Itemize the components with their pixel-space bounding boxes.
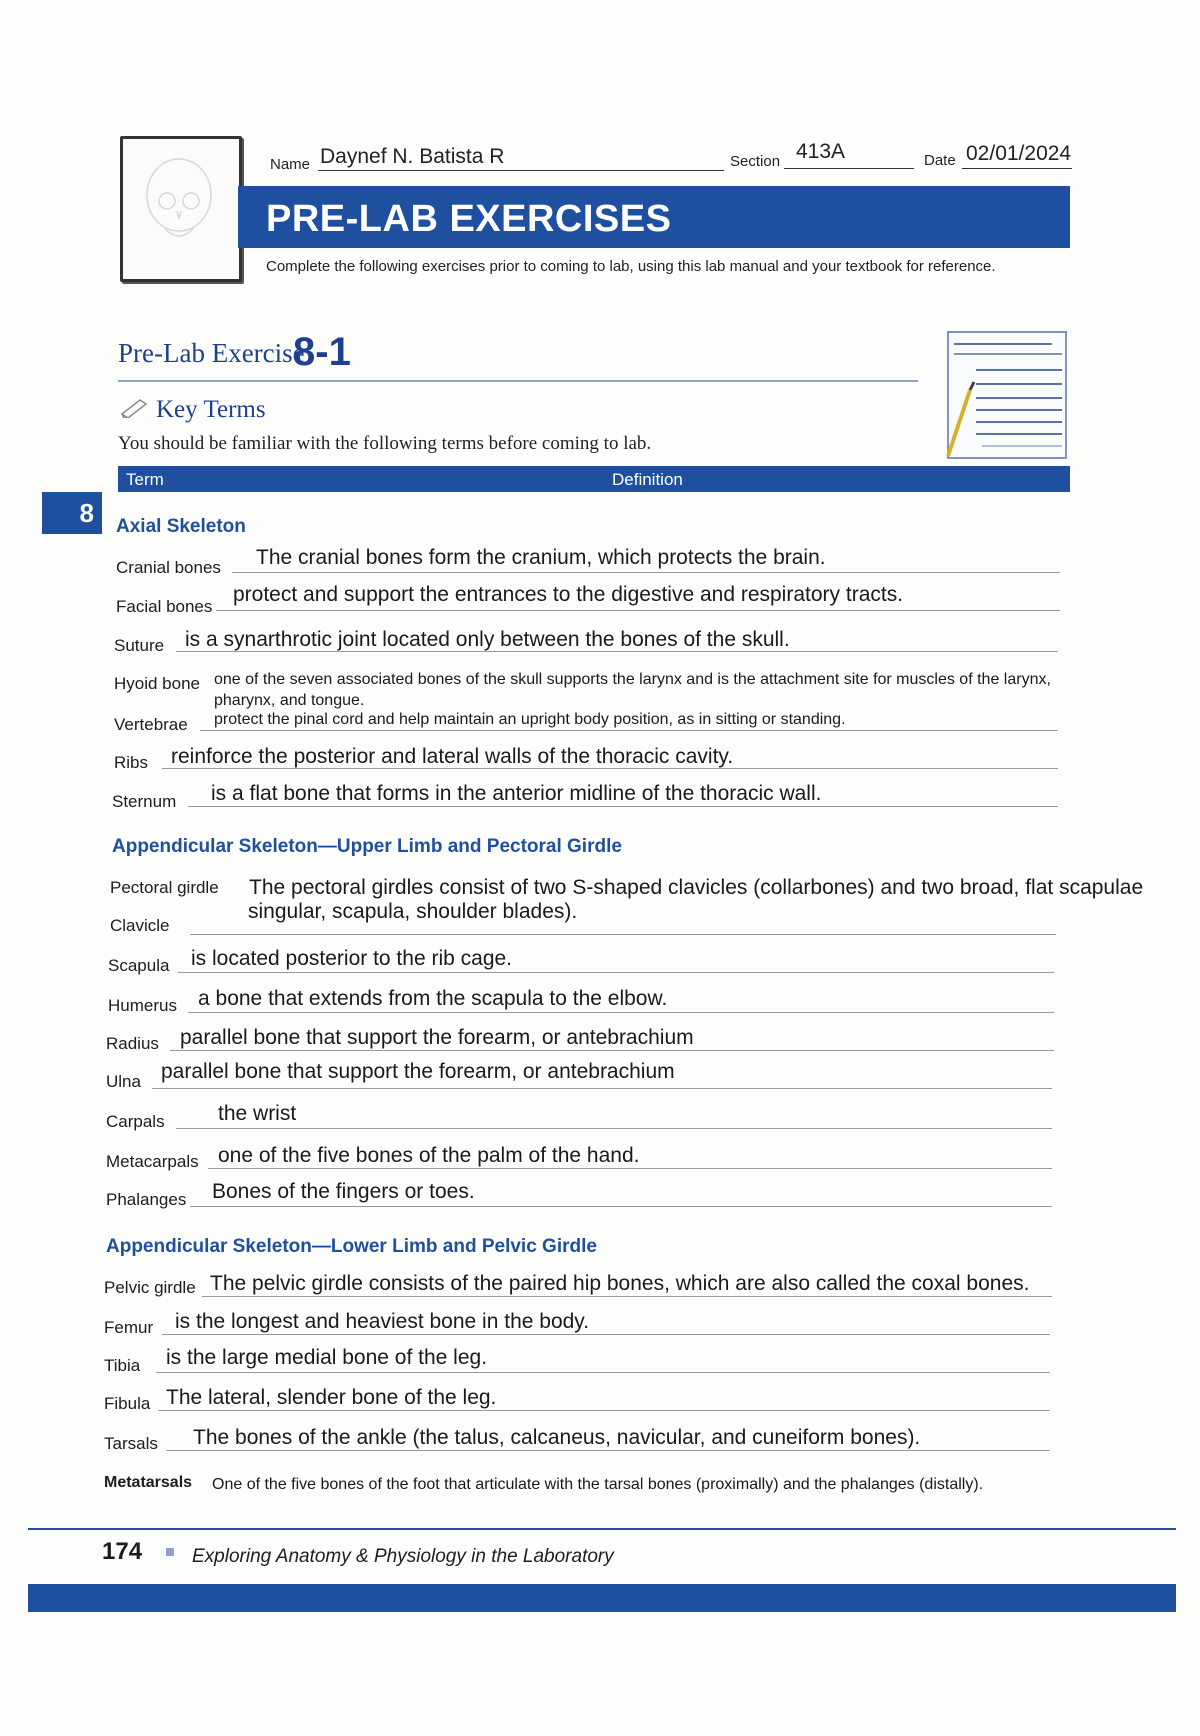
answer-line bbox=[200, 730, 1058, 731]
skull-icon bbox=[131, 147, 227, 265]
answer-line bbox=[178, 972, 1054, 973]
term-carpals: Carpals bbox=[106, 1112, 165, 1131]
definition-tibia[interactable]: is the large medial bone of the leg. bbox=[166, 1346, 488, 1369]
definition-metacarpals[interactable]: one of the five bones of the palm of the hand. bbox=[218, 1144, 640, 1167]
date-value[interactable]: 02/01/2024 bbox=[966, 142, 1072, 165]
name-value[interactable]: Daynef N. Batista R bbox=[320, 145, 505, 168]
answer-line bbox=[162, 1334, 1050, 1335]
answer-line bbox=[152, 1088, 1052, 1089]
definition-vertebrae[interactable]: protect the pinal cord and help maintain an upright body position, as in sitting or standing. bbox=[214, 711, 846, 728]
table-header-bar bbox=[118, 466, 1070, 492]
definition-facial-bones[interactable]: protect and support the entrances to the digestive and respiratory tracts. bbox=[233, 583, 904, 606]
answer-line bbox=[170, 1050, 1054, 1051]
definition-carpals[interactable]: the wrist bbox=[218, 1102, 297, 1125]
instructions: Complete the following exercises prior to coming to lab, using this lab manual and your textbook for reference. bbox=[266, 258, 996, 275]
definition-pectoral-girdle-cont[interactable]: singular, scapula, shoulder blades). bbox=[248, 900, 578, 923]
name-label: Name bbox=[270, 156, 311, 173]
term-cranial-bones: Cranial bones bbox=[116, 558, 221, 577]
exercise-number: 8-1 bbox=[293, 330, 351, 374]
footer-bar bbox=[28, 1584, 1176, 1612]
section-value[interactable]: 413A bbox=[796, 140, 846, 163]
name-underline bbox=[318, 170, 724, 171]
exercise-title: Pre-Lab Exercise bbox=[118, 338, 305, 368]
answer-line bbox=[158, 1410, 1050, 1411]
answer-line bbox=[190, 934, 1056, 935]
term-vertebrae: Vertebrae bbox=[114, 715, 188, 734]
term-hyoid-bone: Hyoid bone bbox=[114, 674, 201, 693]
definition-scapula[interactable]: is located posterior to the rib cage. bbox=[191, 947, 513, 970]
section-underline bbox=[784, 168, 914, 169]
definition-hyoid-bone[interactable]: one of the seven associated bones of the skull supports the larynx and is the attachment site for muscles of the larynx, bbox=[214, 671, 1051, 688]
exercise-rule bbox=[118, 380, 918, 382]
term-radius: Radius bbox=[106, 1034, 159, 1053]
definition-suture[interactable]: is a synarthrotic joint located only between the bones of the skull. bbox=[185, 628, 790, 651]
term-femur: Femur bbox=[104, 1318, 154, 1337]
definition-phalanges[interactable]: Bones of the fingers or toes. bbox=[212, 1180, 475, 1203]
date-underline bbox=[962, 168, 1072, 169]
footer-rule bbox=[28, 1528, 1176, 1530]
definition-radius[interactable]: parallel bone that support the forearm, or antebrachium bbox=[180, 1026, 694, 1049]
worksheet-icon bbox=[942, 330, 1070, 460]
answer-line bbox=[216, 610, 1060, 611]
date-label: Date bbox=[924, 152, 956, 169]
answer-line bbox=[202, 1296, 1052, 1297]
answer-line bbox=[156, 1372, 1050, 1373]
section-heading-axial: Axial Skeleton bbox=[116, 516, 246, 537]
table-header-term: Term bbox=[126, 470, 164, 489]
definition-fibula[interactable]: The lateral, slender bone of the leg. bbox=[166, 1386, 497, 1409]
term-ulna: Ulna bbox=[106, 1072, 141, 1091]
definition-metatarsals[interactable]: One of the five bones of the foot that articulate with the tarsal bones (proximally) and the phalanges (distally). bbox=[212, 1476, 984, 1493]
book-title: Exploring Anatomy & Physiology in the Laboratory bbox=[192, 1546, 614, 1567]
page-number: 174 bbox=[102, 1538, 143, 1565]
definition-cranial-bones[interactable]: The cranial bones form the cranium, which protects the brain. bbox=[256, 546, 826, 569]
intro-text: You should be familiar with the following terms before coming to lab. bbox=[118, 433, 652, 454]
term-pectoral-girdle: Pectoral girdle bbox=[110, 878, 219, 897]
answer-line bbox=[176, 651, 1058, 652]
definition-ulna[interactable]: parallel bone that support the forearm, or antebrachium bbox=[161, 1060, 675, 1083]
pencil-icon bbox=[120, 396, 150, 418]
key-terms-heading: Key Terms bbox=[156, 396, 266, 423]
table-header-definition: Definition bbox=[612, 470, 683, 489]
term-humerus: Humerus bbox=[108, 996, 177, 1015]
answer-line bbox=[176, 1128, 1052, 1129]
chapter-tab: 8 bbox=[42, 492, 102, 534]
term-phalanges: Phalanges bbox=[106, 1190, 187, 1209]
banner-title: PRE-LAB EXERCISES bbox=[266, 198, 672, 240]
term-metacarpals: Metacarpals bbox=[106, 1152, 199, 1171]
term-tibia: Tibia bbox=[104, 1356, 141, 1375]
term-sternum: Sternum bbox=[112, 792, 177, 811]
answer-line bbox=[208, 1168, 1052, 1169]
term-metatarsals: Metatarsals bbox=[104, 1474, 193, 1491]
term-tarsals: Tarsals bbox=[104, 1434, 158, 1453]
term-clavicle: Clavicle bbox=[110, 916, 170, 935]
answer-line bbox=[162, 768, 1058, 769]
definition-sternum[interactable]: is a flat bone that forms in the anterior midline of the thoracic wall. bbox=[211, 782, 822, 805]
definition-tarsals[interactable]: The bones of the ankle (the talus, calcaneus, navicular, and cuneiform bones). bbox=[193, 1426, 921, 1449]
definition-pelvic-girdle[interactable]: The pelvic girdle consists of the paired hip bones, which are also called the coxal bones. bbox=[210, 1272, 1030, 1295]
answer-line bbox=[188, 1012, 1054, 1013]
answer-line bbox=[232, 572, 1060, 573]
term-suture: Suture bbox=[114, 636, 165, 655]
footer-bullet-icon bbox=[166, 1548, 174, 1556]
term-fibula: Fibula bbox=[104, 1394, 151, 1413]
definition-humerus[interactable]: a bone that extends from the scapula to the elbow. bbox=[198, 987, 668, 1010]
definition-femur[interactable]: is the longest and heaviest bone in the body. bbox=[175, 1310, 590, 1333]
term-scapula: Scapula bbox=[108, 956, 170, 975]
skull-logo bbox=[120, 136, 242, 282]
definition-ribs[interactable]: reinforce the posterior and lateral walls of the thoracic cavity. bbox=[171, 745, 734, 768]
section-label: Section bbox=[730, 153, 781, 170]
term-facial-bones: Facial bones bbox=[116, 597, 213, 616]
section-heading-lower: Appendicular Skeleton—Lower Limb and Pelvic Girdle bbox=[106, 1236, 597, 1257]
term-ribs: Ribs bbox=[114, 753, 149, 772]
section-heading-upper: Appendicular Skeleton—Upper Limb and Pectoral Girdle bbox=[112, 836, 622, 857]
definition-hyoid-bone-cont[interactable]: pharynx, and tongue. bbox=[214, 692, 365, 709]
term-pelvic-girdle: Pelvic girdle bbox=[104, 1278, 196, 1297]
answer-line bbox=[188, 806, 1058, 807]
definition-pectoral-girdle[interactable]: The pectoral girdles consist of two S-shaped clavicles (collarbones) and two broad, flat scapulae bbox=[249, 876, 1144, 899]
answer-line bbox=[166, 1450, 1050, 1451]
answer-line bbox=[190, 1206, 1052, 1207]
